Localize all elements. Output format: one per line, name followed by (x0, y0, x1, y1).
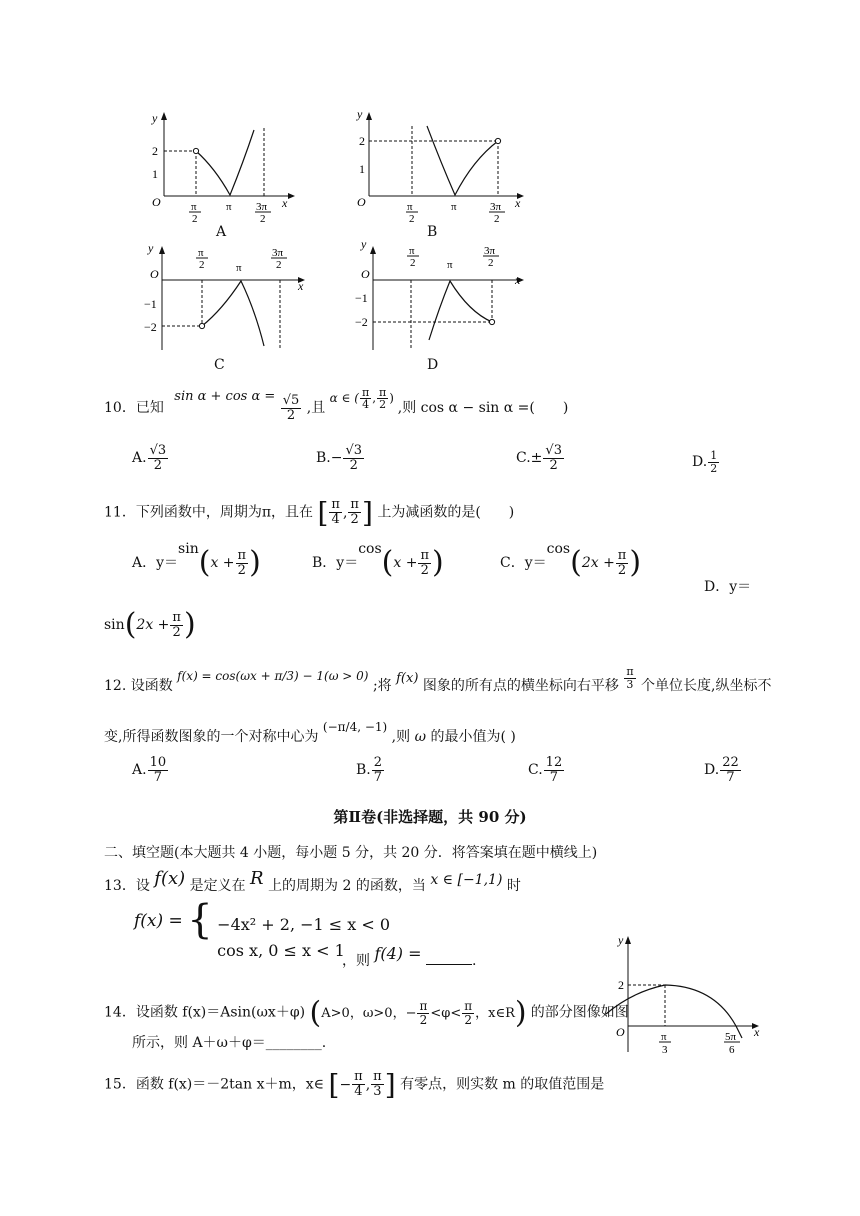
svg-text:π: π (409, 245, 415, 257)
question-11 (104, 496, 514, 529)
q13-f4: f(4) = (374, 944, 422, 963)
svg-text:π: π (236, 262, 242, 274)
question-15 (104, 1068, 604, 1101)
q12-text-2: 图象的所有点的横坐标向右平移 (422, 678, 619, 695)
q13-R: R (250, 868, 264, 889)
q13-brace: { (187, 897, 213, 943)
q12-option-a[interactable]: A. $\frac{10}{7}$ (132, 755, 167, 785)
q13-interval: x ∈ [−1,1) (430, 872, 503, 888)
svg-text:x: x (754, 1025, 760, 1039)
q13-fx: f(x) (154, 868, 186, 889)
svg-text:2: 2 (618, 978, 624, 992)
svg-text:3π: 3π (272, 247, 284, 259)
question-12 (104, 665, 772, 698)
graph-c-label: C (214, 357, 225, 373)
q13-case-2: cos x, 0 ≤ x < 1 (217, 941, 345, 960)
svg-text:3π: 3π (256, 201, 268, 213)
q13-text-4: 时 (506, 878, 521, 894)
q13-text-5: ，则 (342, 953, 370, 969)
svg-text:O: O (152, 195, 161, 209)
q12-option-d[interactable]: D. $\frac{22}{7}$ (704, 755, 739, 785)
q12-fx: f(x) (396, 671, 419, 687)
svg-text:x: x (515, 196, 521, 210)
svg-text:π: π (661, 1031, 667, 1043)
svg-text:6: 6 (729, 1044, 735, 1056)
svg-text:π: π (198, 247, 204, 259)
q13-answer-blank[interactable] (426, 964, 472, 965)
question-14-line2: 所示，则 A＋ω＋φ＝________. (132, 1035, 327, 1051)
q10-option-a[interactable]: A. $\frac{√3}{2}$ (132, 443, 167, 473)
svg-text:x: x (298, 279, 304, 293)
svg-text:2: 2 (260, 213, 266, 225)
graph-d (355, 237, 535, 373)
q13-case-1: −4x² + 2, −1 ≤ x < 0 (217, 915, 391, 934)
svg-text:x: x (282, 196, 288, 210)
q12-center: (−π/4, −1) (322, 720, 388, 734)
svg-text:y: y (361, 237, 367, 251)
q13-text-3: 上的周期为 2 的函数，当 (268, 878, 426, 894)
svg-text:2: 2 (494, 213, 500, 225)
q12-function: f(x) = cos(ωx + π/3) − 1(ω > 0) (177, 669, 369, 684)
graph-d-plot (355, 237, 535, 350)
q11-text-end: 上为减函数的是( ) (377, 504, 515, 521)
svg-text:−1: −1 (355, 291, 368, 305)
q13-number: 13．设 (104, 878, 150, 894)
svg-text:y: y (357, 107, 363, 121)
graph-a-plot (140, 108, 300, 225)
q12-text-1: ;将 (372, 678, 392, 695)
svg-text:π: π (226, 201, 232, 213)
question-12-line2 (104, 720, 516, 746)
svg-text:2: 2 (359, 134, 365, 148)
svg-text:3: 3 (662, 1044, 668, 1056)
svg-text:−1: −1 (144, 297, 157, 311)
question-14 (104, 995, 629, 1030)
q11-option-c[interactable]: C．y＝cos(2x + $\frac{\pi}{2}$ ) (500, 541, 642, 580)
graph-c (140, 240, 320, 373)
q12-option-c[interactable]: C. $\frac{12}{7}$ (528, 755, 563, 785)
graph-b-label: B (427, 224, 438, 240)
svg-text:2: 2 (192, 213, 198, 225)
q10-sum-value: $\frac{√5}{2}$ (282, 393, 300, 423)
q14-text-2: 的部分图像如图 (530, 1004, 629, 1021)
q10-ask: ,则 cos α − sin α =( ) (397, 400, 569, 417)
svg-text:π: π (407, 201, 413, 213)
graph-a-label: A (216, 224, 227, 240)
svg-text:2: 2 (488, 257, 494, 269)
q10-condition: ,且 (306, 400, 326, 417)
q15-interval: [− $\frac{\pi}{4}$ , $\frac{\pi}{3}$ ] (328, 1068, 396, 1101)
graph-b-plot (355, 107, 530, 225)
graph-a (140, 108, 300, 240)
svg-text:y: y (152, 111, 158, 125)
q14-conditions: (A>0，ω>0，− $\frac{\pi}{2}$ <φ< $\frac{\pi}{2}$ ，x∈R) (309, 995, 527, 1030)
q11-option-b[interactable]: B．y＝cos(x + $\frac{\pi}{2}$ ) (312, 541, 444, 580)
q10-alpha-range: α ∈ ( $\frac{\pi}{4}$ , $\frac{\pi}{2}$ ) (329, 385, 398, 412)
section-intro: 二、填空题(本大题共 4 小题，每小题 5 分，共 20 分．将答案填在题中横线上) (104, 845, 598, 861)
q10-option-d[interactable]: D. $\frac{1}{2}$ (692, 449, 718, 475)
svg-text:−2: −2 (144, 320, 157, 334)
svg-text:O: O (150, 267, 159, 281)
svg-text:x: x (515, 273, 521, 287)
q10-number: 10．已知 (104, 400, 164, 417)
svg-text:2: 2 (276, 259, 282, 271)
graph-d-label: D (427, 357, 439, 373)
q13-text-2: 是定义在 (189, 878, 246, 894)
q10-option-b[interactable]: B.− $\frac{√3}{2}$ (316, 443, 363, 473)
q10-option-c[interactable]: C.± $\frac{√3}{2}$ (516, 443, 562, 473)
svg-text:π: π (451, 201, 457, 213)
q15-text-2: 有零点，则实数 m 的取值范围是 (400, 1076, 605, 1093)
svg-text:O: O (357, 195, 366, 209)
q14-text-1: 14．设函数 f(x)＝Asin(ωx＋φ) (104, 1004, 306, 1021)
q12-text-3: 个单位长度,纵坐标不 (641, 678, 772, 695)
svg-text:2: 2 (152, 144, 158, 158)
svg-text:2: 2 (410, 257, 416, 269)
q13-lhs: f(x) = (134, 911, 183, 931)
svg-text:O: O (361, 267, 370, 281)
q12-option-b[interactable]: B. $\frac{2}{7}$ (356, 755, 383, 785)
svg-text:1: 1 (152, 167, 158, 181)
svg-text:1: 1 (359, 162, 365, 176)
q15-text-1: 15．函数 f(x)＝－2tan x＋m，x∈ (104, 1076, 325, 1093)
q13-ask: ，则 f(4) = . (342, 944, 477, 969)
graph-b (355, 107, 530, 240)
q10-sum-expr: sin α + cos α = (174, 389, 276, 405)
svg-text:y: y (148, 241, 154, 255)
svg-text:−2: −2 (355, 315, 368, 329)
svg-text:3π: 3π (490, 201, 502, 213)
svg-text:O: O (616, 1025, 625, 1039)
question-10 (104, 385, 569, 423)
svg-text:2: 2 (409, 213, 415, 225)
graph-c-plot (140, 240, 320, 350)
svg-text:y: y (618, 933, 624, 947)
q11-option-a[interactable]: A．y＝sin(x + $\frac{\pi}{2}$ ) (132, 541, 261, 580)
svg-text:3π: 3π (484, 245, 496, 257)
q11-text-start: 11．下列函数中，周期为π，且在 (104, 504, 314, 521)
q12-shift: $\frac{\pi}{3}$ (626, 665, 634, 691)
svg-text:π: π (447, 259, 453, 271)
q11-interval: [ $\frac{\pi}{4}$ , $\frac{\pi}{2}$ ] (317, 496, 373, 529)
q12-line2-c: 的最小值为( ) (430, 729, 516, 745)
q12-line2-b: ,则 (391, 729, 411, 745)
svg-text:π: π (191, 201, 197, 213)
section-title: 第Ⅱ卷(非选择题，共 90 分) (333, 808, 527, 826)
q12-number: 12. 设函数 (104, 678, 173, 695)
svg-text:5π: 5π (725, 1031, 737, 1043)
q12-line2-a: 变,所得函数图象的一个对称中心为 (104, 729, 319, 745)
svg-text:2: 2 (199, 259, 205, 271)
q12-omega: ω (414, 729, 426, 745)
question-13 (104, 868, 521, 895)
